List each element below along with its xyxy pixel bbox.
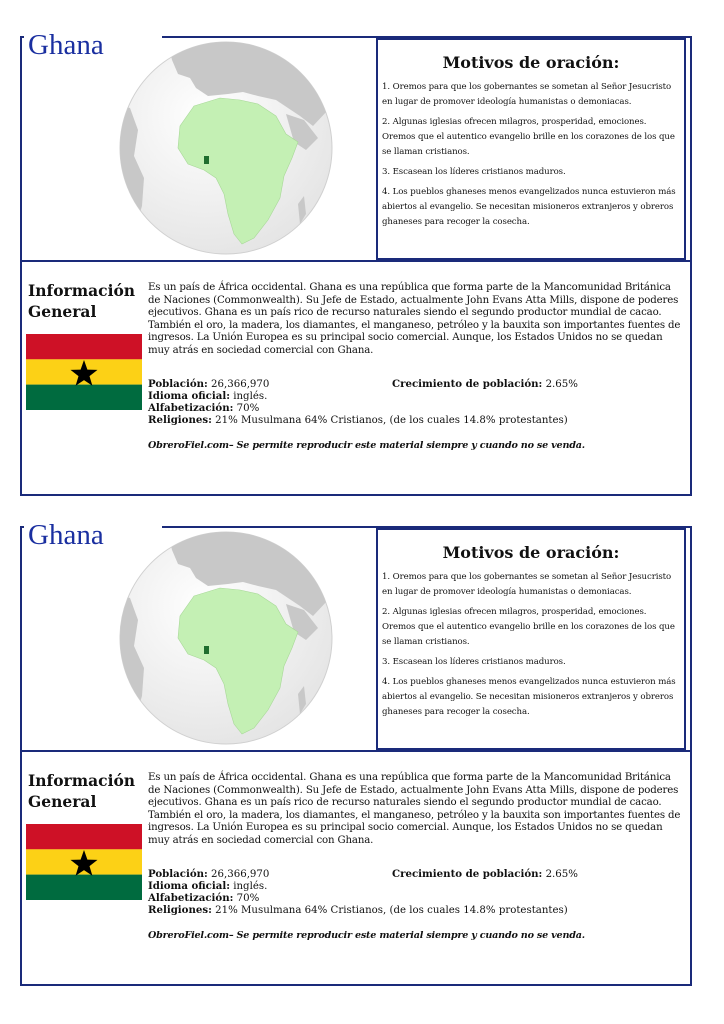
country-title: Ghana [28,519,104,551]
globe-icon [108,38,348,258]
info-heading: Información General [28,281,136,321]
growth-stat: Crecimiento de población: 2.65% [392,378,578,390]
general-info-text: Es un país de África occidental. Ghana es una república que forma parte de la Mancomunidad Británica de Naciones (Commonwealth). Su Jefe de Estado, actualmente John Evans Atta Mills, dispone de poderes ejecutivos. Ghana es un país rico de recurso naturales siendo el segundo productor mundial de cacao. También el oro, la madera, los diamantes, el manganeso, petróleo y la bauxita son importantes fuentes de ingresos. La Unión Europea es su principal socio comercial. Aunque, los Estados Unidos no se quedan muy atrás en sociedad comercial con Ghana. [148,772,681,846]
growth-stat: Crecimiento de población: 2.65% [392,868,578,880]
ghana-flag-icon [26,334,142,410]
globe-icon [108,528,348,748]
prayer-points-box [376,38,686,260]
literacy-stat: Alfabetización: 70% [148,402,260,414]
prayer-item: 2. Algunas iglesias ofrecen milagros, prosperidad, emociones. Oremos que el autentico evangelio brille en los corazones de los que se llaman cristianos. [382,607,675,647]
general-info-text: Es un país de África occidental. Ghana es una república que forma parte de la Mancomunidad Británica de Naciones (Commonwealth). Su Jefe de Estado, actualmente John Evans Atta Mills, dispone de poderes ejecutivos. Ghana es un país rico de recurso naturales siendo el segundo productor mundial de cacao. También el oro, la madera, los diamantes, el manganeso, petróleo y la bauxita son importantes fuentes de ingresos. La Unión Europea es su principal socio comercial. Aunque, los Estados Unidos no se quedan muy atrás en sociedad comercial con Ghana. [148,282,681,356]
literacy-stat: Alfabetización: 70% [148,892,260,904]
population-stat: Población: 26,366,970 [148,868,270,880]
language-stat: Idioma oficial: inglés. [148,390,268,402]
country-title: Ghana [28,29,104,61]
prayer-item: 3. Escasean los líderes cristianos maduros. [382,167,566,177]
prayer-points-box [376,528,686,750]
prayer-list [382,80,678,230]
prayer-item: 1. Oremos para que los gobernantes se sometan al Señor Jesucristo en lugar de promover ideología humanistas o demoniacas. [382,82,672,107]
globe-map [108,38,348,258]
prayer-item: 1. Oremos para que los gobernantes se sometan al Señor Jesucristo en lugar de promover ideología humanistas o demoniacas. [382,572,672,597]
globe-map [108,528,348,748]
section-divider [20,260,690,262]
info-heading: Información General [28,771,136,811]
religion-stat: Religiones: 21% Musulmana 64% Cristianos, (de los cuales 14.8% protestantes) [148,904,568,916]
prayer-title: Motivos de oración: [442,53,620,72]
prayer-item: 4. Los pueblos ghaneses menos evangelizados nunca estuvieron más abiertos al evangelio. Se necesitan misioneros extranjeros y obreros ghaneses para recoger la cosecha. [382,677,676,717]
prayer-list [382,570,678,720]
country-card [20,519,690,984]
prayer-item: 3. Escasean los líderes cristianos maduros. [382,657,566,667]
ghana-flag-icon [26,824,142,900]
prayer-item: 4. Los pueblos ghaneses menos evangelizados nunca estuvieron más abiertos al evangelio. Se necesitan misioneros extranjeros y obreros ghaneses para recoger la cosecha. [382,187,676,227]
section-divider [20,750,690,752]
language-stat: Idioma oficial: inglés. [148,880,268,892]
population-stat: Población: 26,366,970 [148,378,270,390]
prayer-item: 2. Algunas iglesias ofrecen milagros, prosperidad, emociones. Oremos que el autentico evangelio brille en los corazones de los que se llaman cristianos. [382,117,675,157]
religion-stat: Religiones: 21% Musulmana 64% Cristianos, (de los cuales 14.8% protestantes) [148,414,568,426]
prayer-title: Motivos de oración: [442,543,620,562]
country-card [20,29,690,494]
copyright-note: ObreroFiel.com– Se permite reproducir este material siempre y cuando no se venda. [148,930,585,941]
copyright-note: ObreroFiel.com– Se permite reproducir este material siempre y cuando no se venda. [148,440,585,451]
